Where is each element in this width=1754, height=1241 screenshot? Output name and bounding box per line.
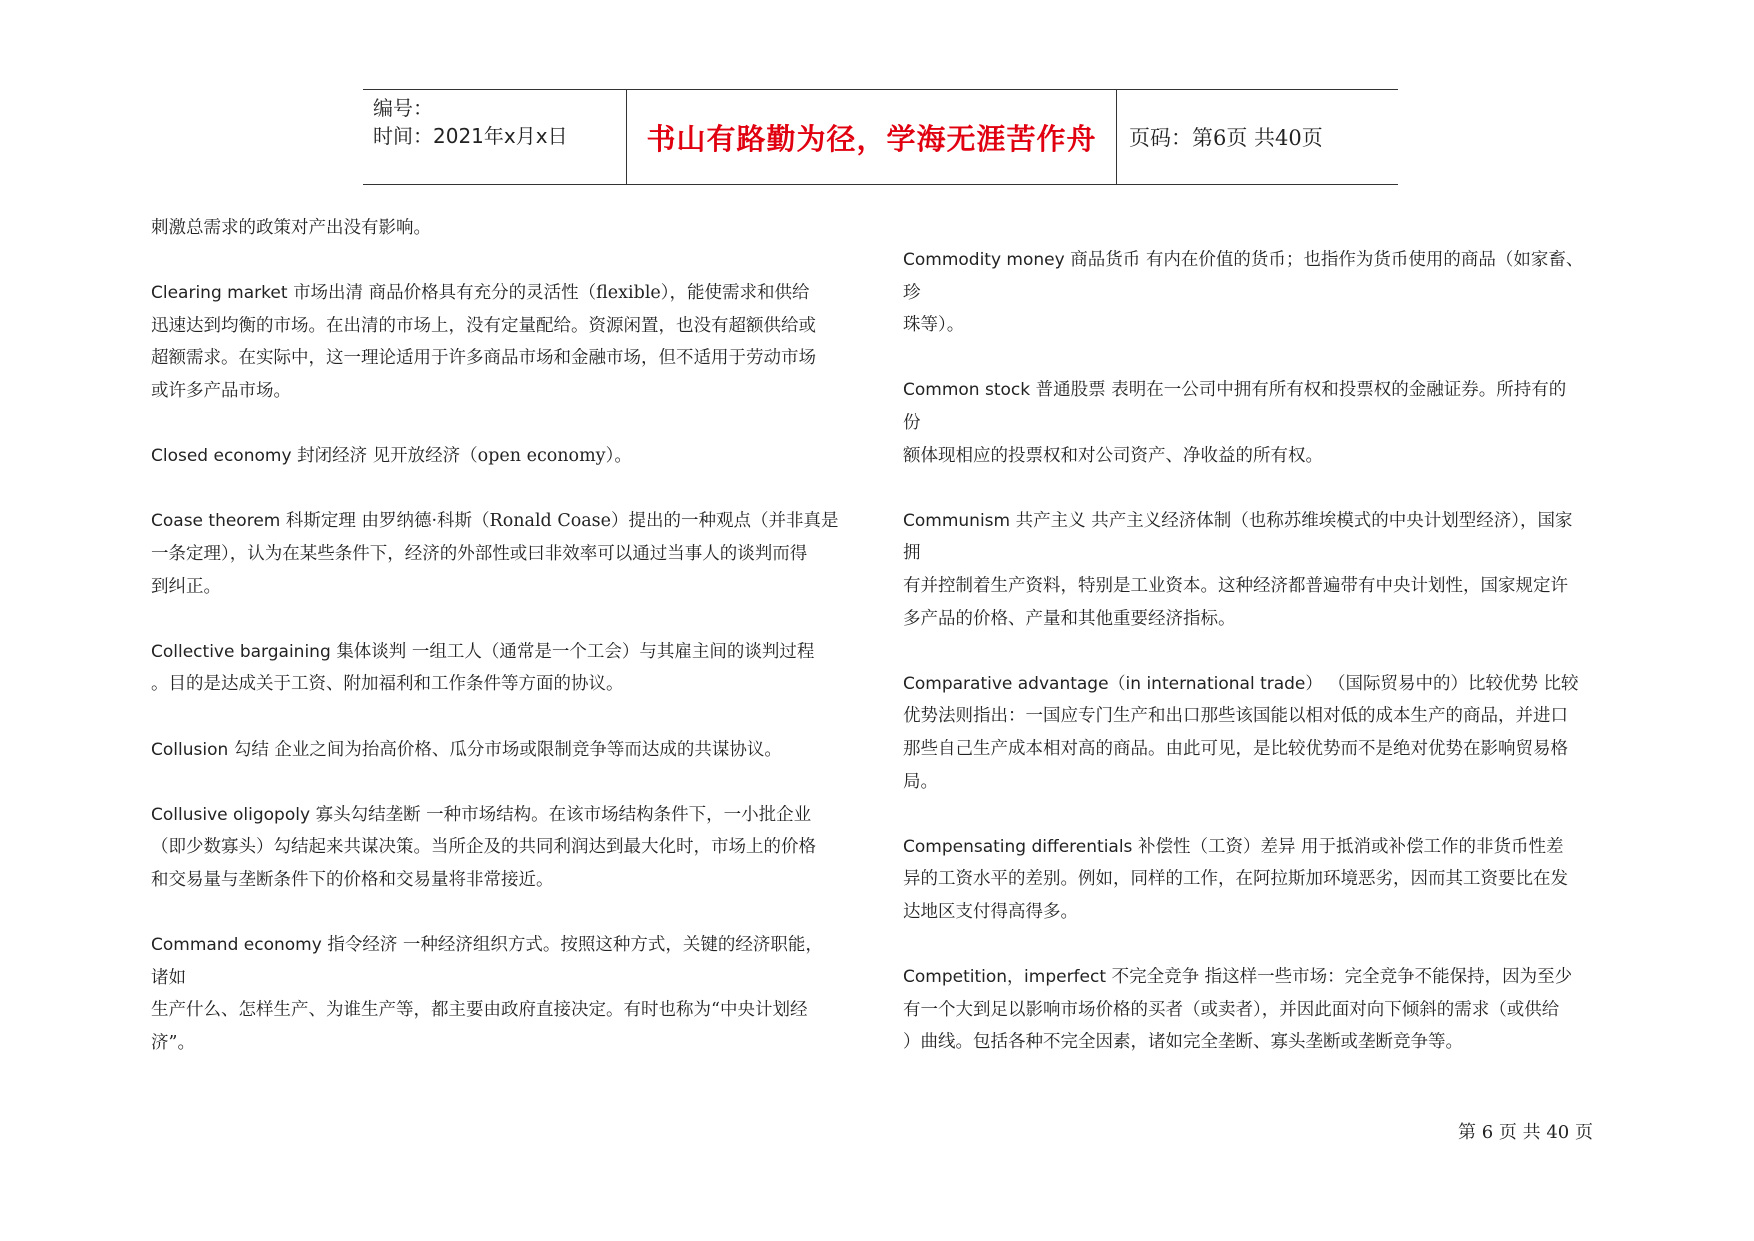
definition-text: 优势法则指出：一国应专门生产和出口那些该国能以相对低的成本生产的商品，并进口 xyxy=(903,706,1568,727)
entry-line xyxy=(151,571,861,604)
entry-line xyxy=(151,668,861,701)
glossary-entry xyxy=(903,505,1633,635)
entry-line xyxy=(903,277,1633,310)
definition-text: 额体现相应的投票权和对公司资产、净收益的所有权。 xyxy=(903,445,1323,466)
definition-text: 份 xyxy=(903,412,921,433)
glossary-entry xyxy=(903,961,1633,1059)
intro-line: 刺激总需求的政策对产出没有影响。 xyxy=(151,218,431,238)
entry-line xyxy=(151,962,861,995)
entry-line xyxy=(903,440,1633,473)
entry-line xyxy=(903,831,1633,864)
definition-text: 局。 xyxy=(903,771,938,792)
definition-text: 超额需求。在实际中，这一理论适用于许多商品市场和金融市场，但不适用于劳动市场 xyxy=(151,348,816,369)
entry-line xyxy=(151,505,861,538)
glossary-term: Collusive oligopoly xyxy=(151,804,311,825)
entry-line xyxy=(903,570,1633,603)
definition-text: 多产品的价格、产量和其他重要经济指标。 xyxy=(903,608,1236,629)
glossary-term: Collusion xyxy=(151,739,229,760)
entry-line xyxy=(903,733,1633,766)
definition-text: 寡头勾结垄断 一种市场结构。在该市场结构条件下，一小批企业 xyxy=(315,804,812,825)
definition-text: 指令经济 一种经济组织方式。按照这种方式，关键的经济职能， xyxy=(327,935,823,956)
header-motto: 书山有路勤为径，学海无涯苦作舟 xyxy=(646,121,1097,156)
entry-line xyxy=(903,863,1633,896)
entry-line xyxy=(903,896,1633,929)
glossary-entry xyxy=(151,734,861,767)
entry-line xyxy=(151,310,861,343)
definition-text: 珍 xyxy=(903,282,921,303)
left-column xyxy=(151,212,861,1059)
glossary-term: Comparative advantage（in international trade） xyxy=(903,673,1323,694)
definition-text: 勾结 企业之间为抬高价格、瓜分市场或限制竞争等而达成的共谋协议。 xyxy=(233,739,782,760)
page-footer: 第 6 页 共 40 页 xyxy=(1458,1122,1593,1143)
glossary-term: Compensating differentials xyxy=(903,836,1133,857)
definition-text: 市场出清 商品价格具有充分的灵活性（flexible），能使需求和供给 xyxy=(293,283,810,304)
definition-text: 迅速达到均衡的市场。在出清的市场上，没有定量配给。资源闲置，也没有超额供给或 xyxy=(151,315,816,336)
definition-text: 济”。 xyxy=(151,1032,195,1053)
entry-line xyxy=(903,1026,1633,1059)
entry-line xyxy=(151,1027,861,1060)
entry-line xyxy=(151,375,861,408)
glossary-entry xyxy=(151,440,861,473)
glossary-term: Commodity money xyxy=(903,250,1065,270)
entry-line xyxy=(151,929,861,962)
header-meta xyxy=(373,94,618,150)
glossary-entry xyxy=(903,831,1633,929)
glossary-term: Command economy xyxy=(151,935,322,956)
definition-text: 诸如 xyxy=(151,967,186,988)
glossary-term: Closed economy xyxy=(151,446,292,467)
document-number-label: 编号： xyxy=(373,96,433,120)
definition-text: 一条定理），认为在某些条件下，经济的外部性或曰非效率可以通过当事人的谈判而得 xyxy=(151,543,808,564)
glossary-term: Communism xyxy=(903,510,1011,531)
definition-text: 科斯定理 由罗纳德·科斯（Ronald Coase）提出的一种观点（并非真是 xyxy=(285,511,839,532)
entry-line xyxy=(903,244,1633,277)
entry-line xyxy=(151,994,861,1027)
entry-line xyxy=(903,505,1633,538)
definition-text: 有一个大到足以影响市场价格的买者（或卖者），并因此面对向下倾斜的需求（或供给 xyxy=(903,999,1560,1020)
entry-line xyxy=(151,734,861,767)
document-time-label: 时间：2021年x月x日 xyxy=(373,124,568,148)
definition-text: 不完全竞争 指这样一些市场：完全竞争不能保持，因为至少 xyxy=(1111,967,1573,988)
definition-text: 或许多产品市场。 xyxy=(151,380,291,401)
entry-line xyxy=(903,961,1633,994)
definition-text: 生产什么、怎样生产、为谁生产等，都主要由政府直接决定。有时也称为“中央计划经 xyxy=(151,1000,808,1021)
definition-text: 达地区支付得高得多。 xyxy=(903,901,1078,922)
definition-text: 有并控制着生产资料，特别是工业资本。这种经济都普遍带有中央计划性，国家规定许 xyxy=(903,575,1568,596)
definition-text: 异的工资水平的差别。例如，同样的工作，在阿拉斯加环境恶劣，因而其工资要比在发 xyxy=(903,869,1568,890)
page-header xyxy=(363,89,1398,185)
entry-line xyxy=(151,636,861,669)
header-motto-cell xyxy=(626,90,1117,184)
glossary-entry xyxy=(151,929,861,1059)
entry-line xyxy=(903,309,1633,342)
glossary-term: Collective bargaining xyxy=(151,641,331,662)
entry-line xyxy=(903,374,1633,407)
entry-line xyxy=(151,799,861,832)
glossary-entry xyxy=(151,505,861,603)
entry-line xyxy=(151,831,861,864)
definition-text: （即少数寡头）勾结起来共谋决策。当所企及的共同利润达到最大化时，市场上的价格 xyxy=(151,837,816,858)
glossary-entry xyxy=(151,636,861,701)
definition-text: 商品货币 有内在价值的货币；也指作为货币使用的商品（如家畜、 xyxy=(1070,250,1584,270)
glossary-term: Clearing market xyxy=(151,283,288,304)
glossary-term: Coase theorem xyxy=(151,511,281,532)
glossary-entry xyxy=(903,374,1633,472)
definition-text: （国际贸易中的）比较优势 比较 xyxy=(1327,673,1579,694)
definition-text: 。目的是达成关于工资、附加福利和工作条件等方面的协议。 xyxy=(151,674,624,695)
glossary-entry xyxy=(903,668,1633,798)
definition-text: 拥 xyxy=(903,543,921,564)
entry-line xyxy=(903,700,1633,733)
right-column xyxy=(903,244,1633,1059)
definition-text: ）曲线。包括各种不完全因素，诸如完全垄断、寡头垄断或垄断竞争等。 xyxy=(903,1032,1463,1053)
entry-line xyxy=(151,277,861,310)
entry-line xyxy=(903,668,1633,701)
header-page-label: 页码：第6页 共40页 xyxy=(1129,126,1323,150)
glossary-entry xyxy=(151,799,861,897)
entry-line xyxy=(151,440,861,473)
definition-text: 到纠正。 xyxy=(151,576,221,597)
entry-line xyxy=(903,537,1633,570)
entry-line xyxy=(903,766,1633,799)
entry-line xyxy=(903,407,1633,440)
entry-line xyxy=(903,603,1633,636)
definition-text: 补偿性（工资）差异 用于抵消或补偿工作的非货币性差 xyxy=(1138,836,1564,857)
right-glossary-list xyxy=(903,244,1633,1059)
definition-text: 共产主义 共产主义经济体制（也称苏维埃模式的中央计划型经济），国家 xyxy=(1015,510,1573,531)
entry-line xyxy=(903,994,1633,1027)
definition-text: 集体谈判 一组工人（通常是一个工会）与其雇主间的谈判过程 xyxy=(336,641,815,662)
definition-text: 和交易量与垄断条件下的价格和交易量将非常接近。 xyxy=(151,869,554,890)
glossary-term: Competition，imperfect xyxy=(903,967,1107,988)
glossary-entry xyxy=(151,277,861,407)
glossary-term: Common stock xyxy=(903,380,1031,401)
entry-line xyxy=(151,342,861,375)
definition-text: 那些自己生产成本相对高的商品。由此可见，是比较优势而不是绝对优势在影响贸易格 xyxy=(903,738,1568,759)
glossary-entry xyxy=(903,244,1633,342)
left-glossary-list xyxy=(151,277,861,1059)
definition-text: 珠等）。 xyxy=(903,315,965,336)
definition-text: 普通股票 表明在一公司中拥有所有权和投票权的金融证券。所持有的 xyxy=(1035,380,1567,401)
entry-line xyxy=(151,538,861,571)
entry-line xyxy=(151,864,861,897)
definition-text: 封闭经济 见开放经济（open economy）。 xyxy=(297,446,632,467)
